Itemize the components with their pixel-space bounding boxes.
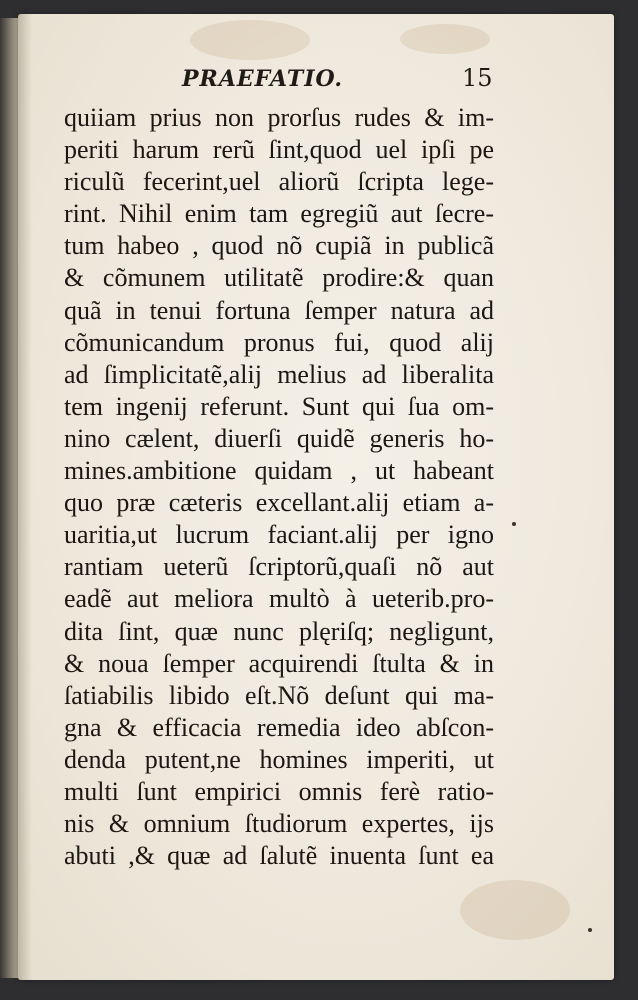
text-line: ad ſimplicitatẽ,alij melius ad liberalita	[64, 359, 494, 389]
text-line: tum habeo , quod nõ cupiã in publicã	[64, 231, 494, 261]
text-line: uaritia,ut lucrum faciant.alij per igno	[64, 520, 494, 550]
ink-speck	[588, 928, 592, 932]
text-line: multi ſunt empirici omnis ferè ratio-	[64, 776, 494, 806]
paper-stain	[190, 20, 310, 60]
text-line: rint. Nihil enim tam egregiũ aut ſecre-	[64, 199, 494, 229]
text-line: eadẽ aut meliora multò à ueterib.pro-	[64, 584, 494, 614]
text-line: nis & omnium ſtudiorum expertes, ijs	[64, 809, 494, 839]
page-gutter-shadow	[18, 14, 32, 980]
text-line: tem ingenij referunt. Sunt qui ſua om-	[64, 391, 494, 421]
text-line: cõmunicandum pronus fui, quod alij	[64, 327, 494, 357]
text-line: nino cælent, diuerſi quidẽ generis ho-	[64, 423, 494, 453]
ink-speck	[512, 522, 516, 526]
text-line: quo præ cæteris excellant.alij etiam a-	[64, 488, 494, 518]
page-header	[62, 58, 492, 98]
text-line: periti harum rerũ ſint,quod uel ipſi pe	[64, 135, 494, 165]
text-line: mines.ambitione quidam , ut habeant	[64, 456, 494, 486]
page-number: 15	[462, 64, 493, 92]
body-text	[64, 102, 494, 872]
text-line: ſatiabilis libido eſt.Nõ deſunt qui ma-	[64, 680, 494, 710]
text-line: quiiam prius non prorſus rudes & im-	[64, 103, 494, 132]
paper-stain	[460, 880, 570, 940]
text-line: abuti ,& quæ ad ſalutẽ inuenta ſunt ea	[64, 841, 494, 871]
text-line: gna & efficacia remedia ideo abſcon-	[64, 712, 494, 742]
text-line: dita ſint, quæ nunc plęriſq; negligunt,	[64, 616, 494, 646]
running-head: PRAEFATIO.	[182, 66, 344, 92]
text-line: quã in tenui fortuna ſemper natura ad	[64, 295, 494, 325]
text-line: riculũ fecerint,uel aliorũ ſcripta lege-	[64, 167, 494, 197]
paper-stain	[400, 24, 490, 54]
text-line: rantiam ueterũ ſcriptorũ,quaſi nõ aut	[64, 552, 494, 582]
text-line: & cõmunem utilitatẽ prodire:& quan	[64, 263, 494, 293]
text-line: denda putent,ne homines imperiti, ut	[64, 744, 494, 774]
text-line: & noua ſemper acquirendi ſtulta & in	[64, 648, 494, 678]
